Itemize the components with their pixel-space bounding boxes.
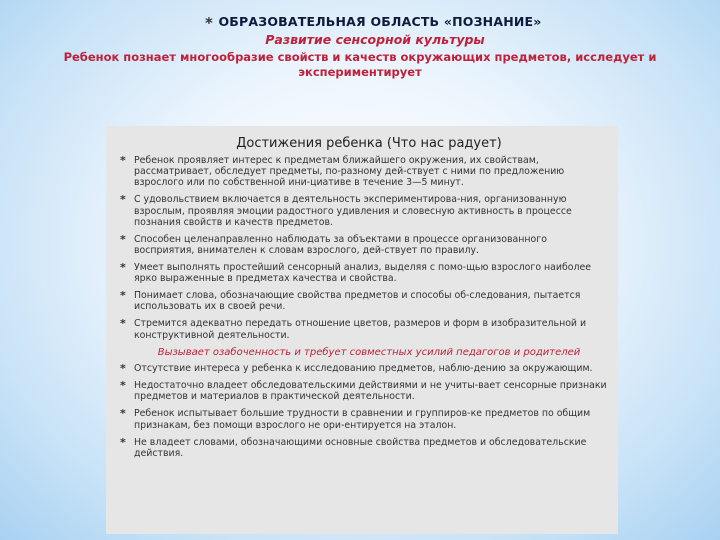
list-item [120,262,608,284]
bullet-icon: * [120,154,126,167]
list-item [120,363,608,374]
concerns-title: Вызывает озабоченность и требует совместных усилий педагогов и родителей [157,346,581,358]
list-item [120,437,608,459]
list-item-text: Понимает слова, обозначающие свойства предметов и способы об-следования, пытается использовать их в своей речи. [134,290,581,313]
list-item-text: С удовольствием включается в деятельность экспериментирова-ния, организованную взрослым, проявляя эмоции радостного удивления и словесную активность в процессе познания свойств и качеств предметов. [134,194,572,228]
slide-title: ОБРАЗОВАТЕЛЬНАЯ ОБЛАСТЬ «ПОЗНАНИЕ» [218,14,542,29]
bullet-icon: * [120,407,126,421]
list-item [120,380,608,402]
content-panel [106,126,618,534]
bullet-icon: * [120,289,126,303]
achievements-title: Достижения ребенка (Что нас радует) [236,136,502,151]
list-item [120,155,608,189]
bullet-icon: * [120,435,126,449]
bullet-icon: * [120,379,126,393]
bullet-icon: * [120,232,126,246]
list-item [120,408,608,430]
bullet-icon: * [120,261,126,275]
concerns-list [120,363,608,459]
list-item [120,318,608,340]
list-item-text: Недостаточно владеет обследовательскими действиями и не учиты-вает сенсорные признаки предметов и материалов в практической деятельности. [134,380,607,403]
slide-description: Ребенок познает многообразие свойств и качеств окружающих предметов, исследует и экспериментирует [63,50,657,79]
bullet-icon: * [120,193,126,207]
slide-subtitle: Развитие сенсорной культуры [265,32,485,47]
list-item [120,234,608,256]
list-item-text: Ребенок проявляет интерес к предметам ближайшего окружения, их свойствам, рассматривает, обследует предметы, по-разному дей-ствует с ними по предложению взрослого или по собственной ини-циативе в течение 3—5 минут. [134,155,565,189]
list-item-text: Стремится адекватно передать отношение цветов, размеров и форм в изобразительной и конструктивной деятельности. [134,318,587,341]
list-item-text: Отсутствие интереса у ребенка к исследованию предметов, наблю-дению за окружающим. [134,363,593,375]
list-item-text: Не владеет словами, обозначающими основные свойства предметов и обследовательские действия. [134,436,587,459]
bullet-icon: * [120,362,126,376]
list-item-text: Умеет выполнять простейший сенсорный анализ, выделяя с помо-щью взрослого наиболее ярко выраженные в предметах качества и свойства. [134,262,592,285]
bullet-icon: * [120,317,126,331]
list-item-text: Ребенок испытывает большие трудности в сравнении и группиров-ке предметов по общим признакам, без помощи взрослого не ори-ентируется на эталон. [134,408,591,431]
list-item [120,194,608,228]
list-item-text: Способен целенаправленно наблюдать за объектами в процессе организованного восприятия, внимателен к словам взрослого, дей-ствует по правилу. [134,233,547,257]
slide-header [0,14,720,80]
list-item [120,290,608,312]
title-star-icon: * [205,14,213,32]
achievements-list [120,155,608,341]
